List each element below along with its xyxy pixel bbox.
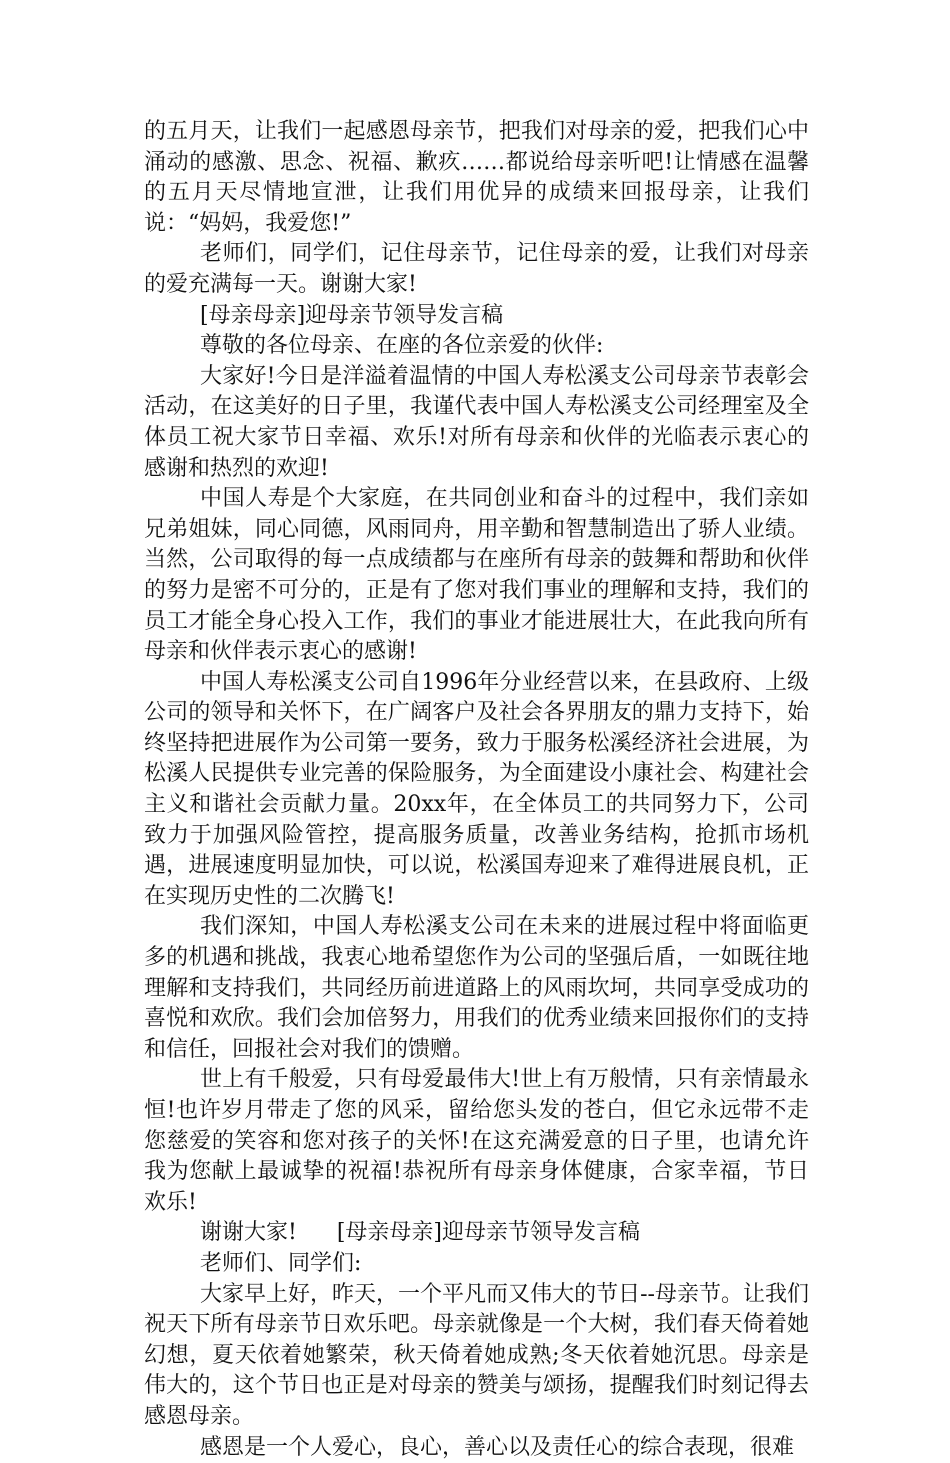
- salutation-teachers-students: 老师们、同学们:: [200, 1250, 362, 1276]
- document-body: [144, 117, 809, 1463]
- paragraph-morning-greeting: 大家早上好，昨天，一个平凡而又伟大的节日--母亲节。让我们祝天下所有母亲节日欢乐吧。母亲就像是一个大树，我们春天倚着她幻想，夏天依着她繁荣，秋天倚着她成熟;冬天依着她沉思。母亲是伟大的，这个节日也正是对母亲的赞美与颂扬，提醒我们时刻记得去感恩母亲。: [144, 1281, 809, 1429]
- section-heading-speech-1: [母亲母亲]迎母亲节领导发言稿: [200, 302, 504, 328]
- paragraph-may-gratitude: 的五月天，让我们一起感恩母亲节，把我们对母亲的爱，把我们心中涌动的感激、思念、祝福、歉疚……都说给母亲听吧!让情感在温馨的五月天尽情地宣泄，让我们用优异的成绩来回报母亲，让我们说：“妈妈，我爱您!”: [144, 119, 809, 236]
- paragraph-future-challenges: 我们深知，中国人寿松溪支公司在未来的进展过程中将面临更多的机遇和挑战，我衷心地希望您作为公司的坚强后盾，一如既往地理解和支持我们，共同经历前进道路上的风雨坎坷，共同享受成功的喜悦和欢欣。我们会加倍努力，用我们的优秀业绩来回报你们的支持和信任，回报社会对我们的馈赠。: [144, 914, 809, 1062]
- section-heading-speech-2: [母亲母亲]迎母亲节领导发言稿: [336, 1220, 641, 1246]
- paragraph-mothers-love: 世上有千般爱，只有母爱最伟大!世上有万般情，只有亲情最永恒!也许岁月带走了您的风采，留给您头发的苍白，但它永远带不走您慈爱的笑容和您对孩子的关怀!在这充满爱意的日子里，也请允许我为您献上最诚挚的祝福!恭祝所有母亲身体健康，合家幸福，节日欢乐!: [144, 1067, 809, 1215]
- closing-line: [144, 1218, 809, 1249]
- paragraph-gratitude-partial: 感恩是一个人爱心，良心，善心以及责任心的综合表现，很难: [200, 1434, 795, 1460]
- paragraph-greeting-ceremony: 大家好!今日是洋溢着温情的中国人寿松溪支公司母亲节表彰会活动，在这美好的日子里，我谨代表中国人寿松溪支公司经理室及全体员工祝大家节日幸福、欢乐!对所有母亲和伙伴的光临表示衷心的感谢和热烈的欢迎!: [144, 363, 809, 481]
- paragraph-company-history: 中国人寿松溪支公司自1996年分业经营以来，在县政府、上级公司的领导和关怀下，在广阔客户及社会各界朋友的鼎力支持下，始终坚持把进展作为公司第一要务，致力于服务松溪经济社会进展，为松溪人民提供专业完善的保险服务，为全面建设小康社会、构建社会主义和谐社会贡献力量。20xx年，在全体员工的共同努力下，公司致力于加强风险管控，提高服务质量，改善业务结构，抢抓市场机遇，进展速度明显加快，可以说，松溪国寿迎来了难得进展良机，正在实现历史性的二次腾飞!: [144, 669, 809, 909]
- paragraph-big-family: 中国人寿是个大家庭，在共同创业和奋斗的过程中，我们亲如兄弟姐妹，同心同德，风雨同舟，用辛勤和智慧制造出了骄人业绩。当然，公司取得的每一点成绩都与在座所有母亲的鼓舞和帮助和伙伴的努力是密不可分的，正是有了您对我们事业的理解和支持，我们的员工才能全身心投入工作，我们的事业才能进展壮大，在此我向所有母亲和伙伴表示衷心的感谢!: [144, 486, 809, 665]
- salutation-mothers-partners: 尊敬的各位母亲、在座的各位亲爱的伙伴:: [200, 333, 604, 359]
- closing-thanks: 谢谢大家!: [200, 1220, 297, 1246]
- paragraph-remember-mothers-day: 老师们，同学们，记住母亲节，记住母亲的爱，让我们对母亲的爱充满每一天。谢谢大家!: [144, 241, 809, 297]
